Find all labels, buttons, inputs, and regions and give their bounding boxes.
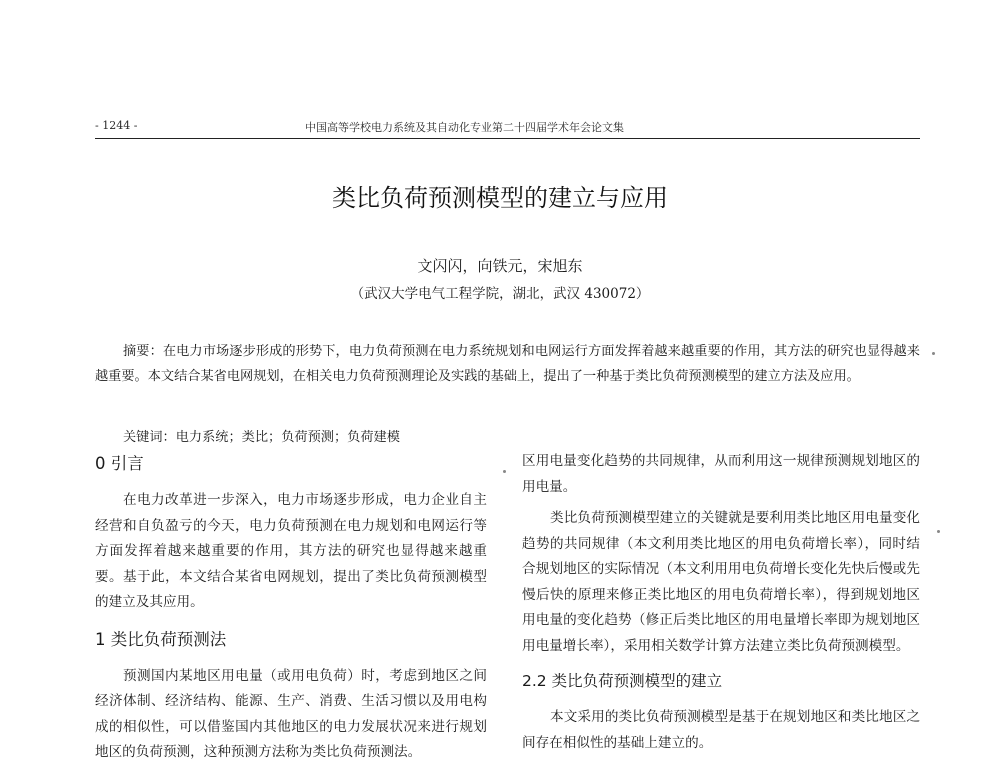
section-1-paragraph: 预测国内某地区用电量（或用电负荷）时，考虑到地区之间经济体制、经济结构、能源、生产、消费、生活习惯以及用电构成的相似性，可以借鉴国内其他地区的电力发展状况来进行规划地区的负荷预测，这种预测方法称为类比负荷预测法。 [95, 667, 487, 760]
header-rule [95, 138, 920, 139]
right-column [522, 449, 920, 760]
paper-authors: 文闪闪，向铁元，宋旭东 [417, 257, 583, 275]
scan-speck [937, 530, 940, 533]
section-1-heading: 1 类比负荷预测法 [95, 629, 227, 649]
paper-title: 类比负荷预测模型的建立与应用 [332, 184, 668, 212]
keywords: 关键词：电力系统；类比；负荷预测；负荷建模 [123, 430, 400, 445]
paper-affiliation: （武汉大学电气工程学院，湖北，武汉 430072） [350, 286, 650, 302]
section-0-paragraph: 在电力改革进一步深入，电力市场逐步形成，电力企业自主经营和自负盈亏的今天，电力负荷预测在电力规划和电网运行等方面发挥着越来越重要的作用，其方法的研究也显得越来越重要。基于此，本文结合某省电网规划，提出了类比负荷预测模型的建立及其应用。 [95, 492, 487, 610]
section-2-2-paragraph: 本文采用的类比负荷预测模型是基于在规划地区和类比地区之间存在相似性的基础上建立的。 [522, 709, 920, 751]
left-column [95, 450, 487, 760]
page-number: - 1244 - [95, 119, 138, 132]
running-title: 中国高等学校电力系统及其自动化专业第二十四届学术年会论文集 [305, 121, 624, 134]
section-0-heading: 0 引言 [95, 454, 144, 473]
right-paragraph-continued: 区用电量变化趋势的共同规律，从而利用这一规律预测规划地区的用电量。 [522, 453, 920, 495]
scan-speck [932, 352, 935, 355]
abstract: 摘要：在电力市场逐步形成的形势下，电力负荷预测在电力系统规划和电网运行方面发挥着越来越重要的作用，其方法的研究也显得越来越重要。本文结合某省电网规划，在相关电力负荷预测理论及实践的基础上，提出了一种基于类比负荷预测模型的建立方法及应用。 [95, 344, 920, 384]
right-paragraph-main: 类比负荷预测模型建立的关键就是要利用类比地区用电量变化趋势的共同规律（本文利用类比地区的用电负荷增长率），同时结合规划地区的实际情况（本文利用用电负荷增长变化先快后慢或先慢后快的原理来修正类比地区的用电负荷增长率），得到规划地区用电量的变化趋势（修正后类比地区的用电量增长率即为规划地区用电量增长率），采用相关数学计算方法建立类比负荷预测模型。 [522, 510, 920, 654]
section-2-2-heading: 2.2 类比负荷预测模型的建立 [522, 672, 723, 690]
scan-speck [503, 470, 506, 473]
